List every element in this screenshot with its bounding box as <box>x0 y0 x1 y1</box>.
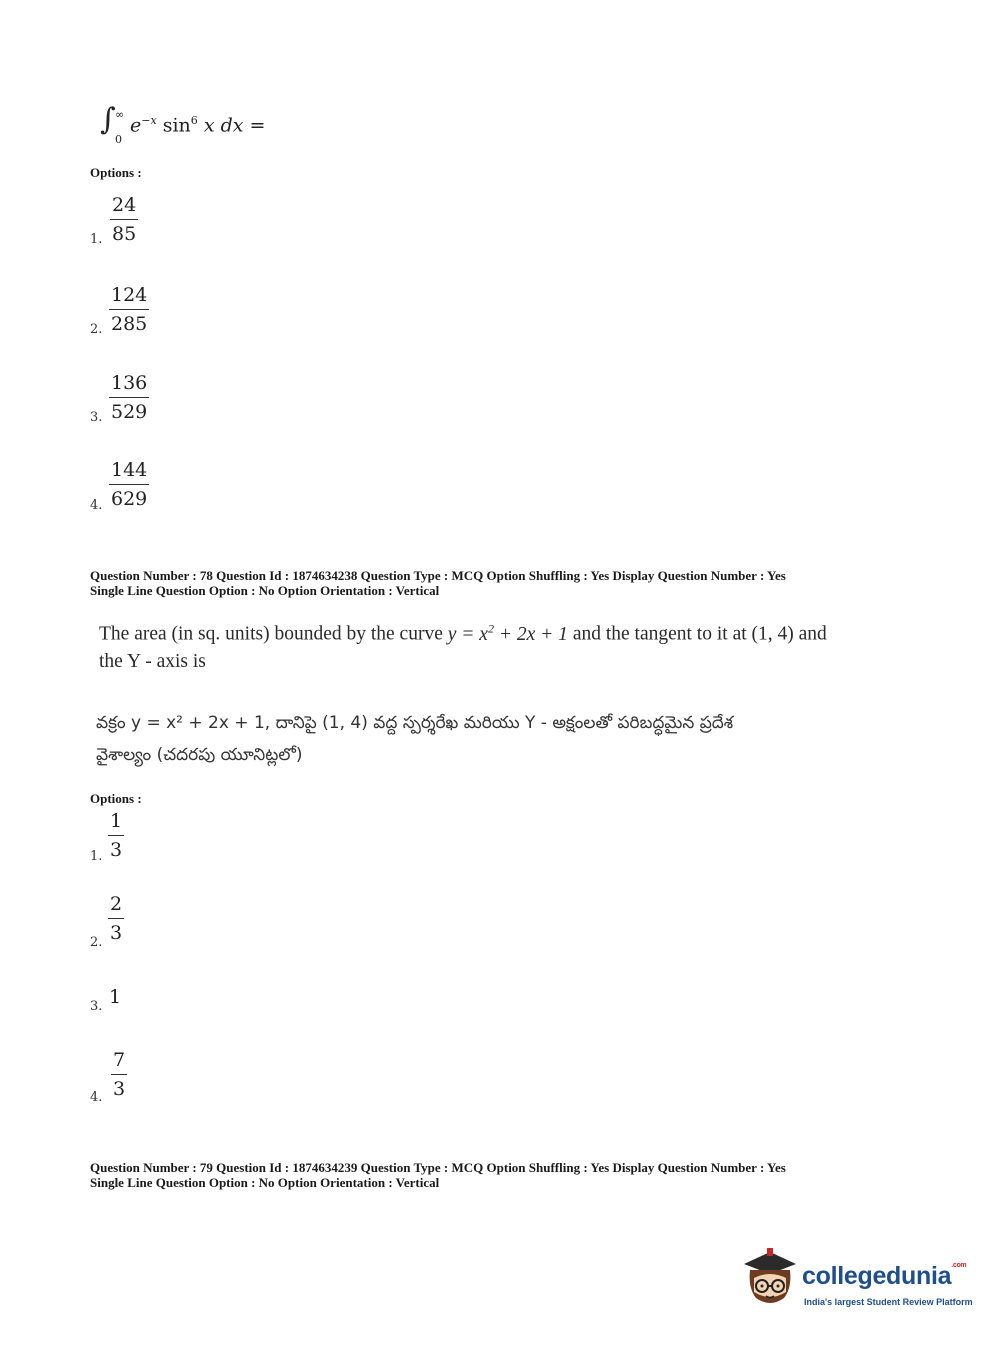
brand-tagline: India's largest Student Review Platform <box>804 1297 973 1307</box>
question-meta-line-1: Question Number : 78 Question Id : 1874634238 Question Type : MCQ Option Shuffling : Yes Display Question Number : Yes <box>90 568 786 583</box>
denominator: 3 <box>110 922 123 944</box>
denominator: 3 <box>113 1078 126 1100</box>
option-number: 1. <box>90 232 103 247</box>
equation-exponent: 2 <box>487 621 494 635</box>
denominator: 85 <box>112 223 137 245</box>
option-fraction <box>108 810 124 861</box>
option-number: 2. <box>90 935 103 950</box>
numerator: 7 <box>111 1049 127 1075</box>
question-text-line-2: the Y - axis is <box>99 650 206 672</box>
numerator: 136 <box>109 372 149 398</box>
denominator: 529 <box>111 401 148 423</box>
mascot-icon <box>740 1248 800 1312</box>
equation-lhs: y = x <box>447 623 488 645</box>
brand-text: collegedunia <box>802 1262 952 1290</box>
option-fraction <box>109 372 149 423</box>
equation-tail: + 2x + 1 <box>493 623 568 645</box>
numerator: 124 <box>109 284 149 310</box>
question-meta-line-2: Single Line Question Option : No Option Orientation : Vertical <box>90 583 440 598</box>
integral-upper-limit: ∞ <box>115 108 125 121</box>
options-label-q77: Options : <box>90 165 142 180</box>
brand-name <box>802 1262 966 1291</box>
option-value: 1 <box>109 986 122 1008</box>
integrand-function: sin <box>162 114 191 137</box>
option-fraction <box>111 1049 127 1100</box>
option-number: 4. <box>90 1090 103 1105</box>
integrand <box>130 114 265 136</box>
option-number: 2. <box>90 322 103 337</box>
function-exponent: 6 <box>190 114 198 127</box>
option-number: 3. <box>90 410 103 425</box>
option-number: 1. <box>90 849 103 864</box>
telugu-line-2: వైశాల్యం (చదరపు యూనిట్లలో) <box>96 745 303 765</box>
numerator: 24 <box>110 194 138 220</box>
curve-equation <box>447 621 568 645</box>
question-meta-line-2: Single Line Question Option : No Option Orientation : Vertical <box>90 1175 440 1190</box>
option-fraction <box>108 893 124 944</box>
numerator: 1 <box>108 810 124 836</box>
option-fraction <box>110 194 138 245</box>
option-number: 4. <box>90 498 103 513</box>
integral-sign: ∫ <box>100 102 116 137</box>
question-meta-line-1: Question Number : 79 Question Id : 1874634239 Question Type : MCQ Option Shuffling : Yes Display Question Number : Yes <box>90 1160 786 1175</box>
integrand-tail: x dx = <box>203 114 266 137</box>
integral-lower-limit: 0 <box>115 133 122 146</box>
denominator: 285 <box>111 313 148 335</box>
question-text-telugu <box>96 707 896 771</box>
integrand-exponent: −x <box>141 114 157 127</box>
collegedunia-logo <box>740 1248 973 1314</box>
question-text-part-1: The area (in sq. units) bounded by the curve <box>99 623 448 645</box>
telugu-line-1: వక్రం y = x² + 2x + 1, దానిపై (1, 4) వద్ద స్పర్శరేఖ మరియు Y - అక్షంలతో పరిబద్ధమైన ప్రదేశ <box>96 713 734 733</box>
numerator: 144 <box>109 459 149 485</box>
options-label-q78: Options : <box>90 791 142 806</box>
brand-suffix: .com <box>951 1262 967 1269</box>
denominator: 3 <box>110 839 123 861</box>
option-fraction <box>109 284 149 335</box>
integrand-base: e <box>130 114 142 137</box>
question-text-english <box>99 615 899 675</box>
option-fraction <box>109 459 149 510</box>
option-number: 3. <box>90 999 103 1014</box>
denominator: 629 <box>111 488 148 510</box>
numerator: 2 <box>108 893 124 919</box>
integral-expression <box>100 102 300 146</box>
question-text-part-2: and the tangent to it at (1, 4) and <box>567 623 827 645</box>
